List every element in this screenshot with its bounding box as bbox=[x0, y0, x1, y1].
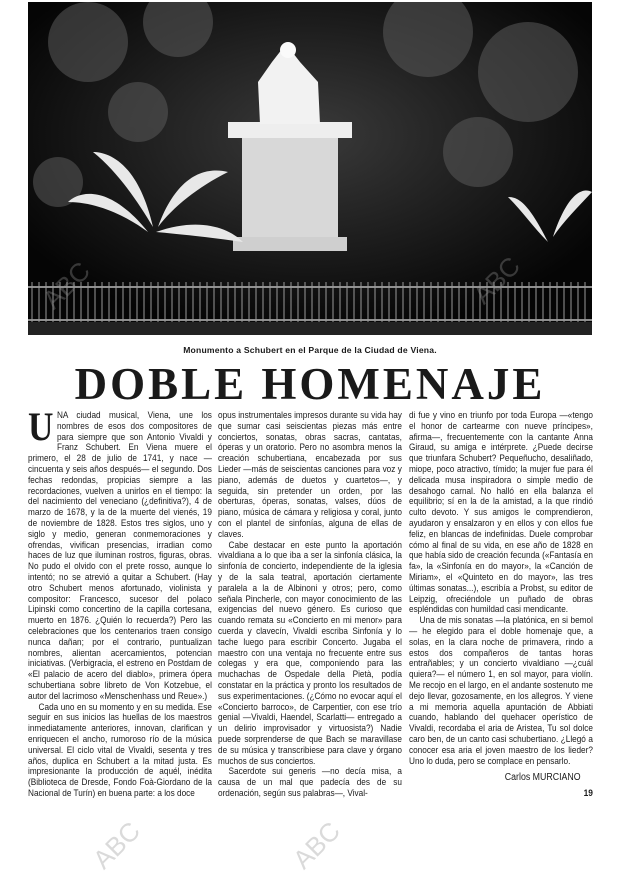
monument-pedestal bbox=[228, 122, 352, 251]
paragraph-text: NA ciudad musical, Viena, une los nombres de esos dos compositores de para siempre que son Antonio Vivaldi y Franz Schubert. En Viena muere el primero, el 28 de julio de 1741, y nace —cincuenta y seis años después— el segundo. Dos fechas redondas, propicias siempre a las recordaciones, vuelven a unirlos en el tiempo: la del nacimiento del veneciano (¿definitiva?), 4 de marzo de 1678, y la de la muerte del vienés, 19 de noviembre de 1828. Estos tres siglos, uno y siglo y medio, generan conmemoraciones y ofrendas, vivifican presencias, irradian como haces de luz que iluminan rostros, figuras, obras. No pudo el olvido con el prete rosso, aunque lo intentó; no se atrevió a quitar a Schubert. (Hay otro Schubert menos afortunado, violinista y compositor: Francesco, sucesor del polaco Lipinski como concertino de la capilla cortesana, muerto en 1876. ¿Quién lo recuerda?) Pero las celebraciones que los centenarios traen consigo nunca dañan; por el contrario, puntualizan nombres, alientan acercamientos, potencian iniciativas. (Verbigracia, el estreno en Postdam de «El palacio de acero del diablo», primera ópera schubertiana sobre libreto de Von Kotzebue, el autor del lacrimoso «Menschenhass und Reue».) bbox=[28, 410, 212, 701]
article-paragraph bbox=[28, 404, 212, 702]
article-paragraph: Cada uno en su momento y en su medida. Ese seguir en sus inicios las huellas de los maestros inmediatamente anteriores, innovan, clarifican y enriquecen el ancho, rumoroso río de la música universal. El ciclo vital de Vivaldi, sesenta y tres años, duplica en Schubert a la mitad justa. Es impresionante la producción de aquél, inédita (Biblioteca de Dresde, Fondo Foà-Giordano de la Nacional de Turín) en buena parte: a los doce bbox=[28, 701, 212, 798]
watermark: ABC bbox=[286, 815, 346, 875]
article-paragraph: Cabe destacar en este punto la aportación vivaldiana a lo que iba a ser la sinfonía clásica, la sinfonía de concierto, independiente de la iglesia y de la sala teatral, aportación ciertamente paralela a la de Albinoni y otros; pero, como señala Pincherle, con mayor conocimiento de las exigencias del nuevo género. Es curioso que cuando remata su «Concierto en mi menor» para cuerda y clavecín, Vivaldi escriba Sinfonía y lo tache luego para escribir Concerto. Jugaba el maestro con una ventaja no frecuente entre sus colegas y era que, componiendo para las muchachas de Ospedale della Pietà, podía constatar en la práctica y pronto los resultados de sus experimentaciones. (¿Cómo no evocar aquí el «Concierto barroco», de Carpentier, con ese trío genial —Vivaldi, Haendel, Scarlatti— entregado a un delirio improvisador y virtuosista?) Nadie puede sorprenderse de que Bach se maravillase de su música y transcribiese para clave y órgano muchos de sus conciertos. bbox=[218, 539, 402, 766]
article-paragraph: di fue y vino en triunfo por toda Europa —«tengo el honor de cartearme con nueve príncipes», afirma—, frecuentemente con la cantante Anna Giraud, su amiga e intérprete. ¿Puede decirse que triunfara Schubert? Pequeñucho, desaliñado, miope, poco atractivo, tímido; la mujer fue para él delicada musa inspiradora o simple medio de desahogo carnal. No halló en ella balanza el equilibrio; sí en la de la amistad, a la que rindió culto devoto. Y sus amigos le comprendieron, ayudaron y ensalzaron y en ellos y con ellos fue feliz, en blancas de indefinidas. Duele comprobar cómo al final de su vida, en ese año de 1828 en que había sido de creación fecunda («Fantasía en fa», la «Sinfonía en do mayor», la «Canción de Miriam», el «Quinteto en do mayor», las tres últimas sonatas...), escribía a Probst, su editor de Leipzig, ofreciéndole un puñado de obras espléndidas con humildad casi mendicante. bbox=[409, 410, 593, 615]
article-title: DOBLE HOMENAJE bbox=[74, 359, 546, 409]
article-paragraph: opus instrumentales impresos durante su vida hay que sumar casi seiscientas piezas más entre conciertos, sonatas, obras sacras, cantatas, óperas y un oratorio. Pero no asombra menos la creación schubertiana, encabezada por sus Lieder —más de seiscientas canciones para voz y piano, además de duetos y cuartetos—, y seguida, sin pretender un orden, por las oberturas, óperas, sonatas, valses, dúos de piano, música de cámara y religiosa y coral, junto con el plantel de sinfonías, alguna de ellas de claves. bbox=[218, 410, 402, 539]
article-paragraph: Sacerdote sui generis —no decía misa, a causa de un mal que padecía des de su ordenación, según sus palabras—, Vival- bbox=[218, 766, 402, 798]
article-paragraph: Una de mis sonatas —la platónica, en si bemol— he elegido para el doble homenaje que, a solas, en la clara noche de primavera, rindo a estos dos compañeros de tantas horas entrañables; y un concierto vivaldiano —¿cuál quiera?— el número 1, en sol mayor, para violín. Me recojo en el largo, en el andante sostenuto me dejo llevar, gozosamente, en los allegros. Y viene a mi memoria aquella apuntación de Abbiati cuando, hablando del quehacer operístico de Vivaldi, recordaba el aria de Aristea, Tu sol dolce caro ben, de un canto casi schubertiano. ¿Llegó a conocer esa aria el joven maestro de los lieder? Uno lo duda, pero se complace en pensarlo. bbox=[409, 615, 593, 766]
page-number: 19 bbox=[583, 788, 593, 800]
article-column-3 bbox=[409, 410, 593, 800]
article-column-2 bbox=[218, 410, 402, 799]
article-column-1 bbox=[28, 404, 212, 799]
photo-drawing bbox=[28, 2, 592, 335]
schubert-monument-photo bbox=[28, 2, 592, 335]
drop-cap: U bbox=[28, 404, 54, 449]
watermark: ABC bbox=[466, 250, 526, 310]
author-signature: Carlos MURCIANO bbox=[504, 772, 581, 784]
watermark: ABC bbox=[86, 815, 146, 875]
watermark: ABC bbox=[36, 255, 96, 315]
photo-caption: Monumento a Schubert en el Parque de la Ciudad de Viena. bbox=[183, 345, 437, 355]
